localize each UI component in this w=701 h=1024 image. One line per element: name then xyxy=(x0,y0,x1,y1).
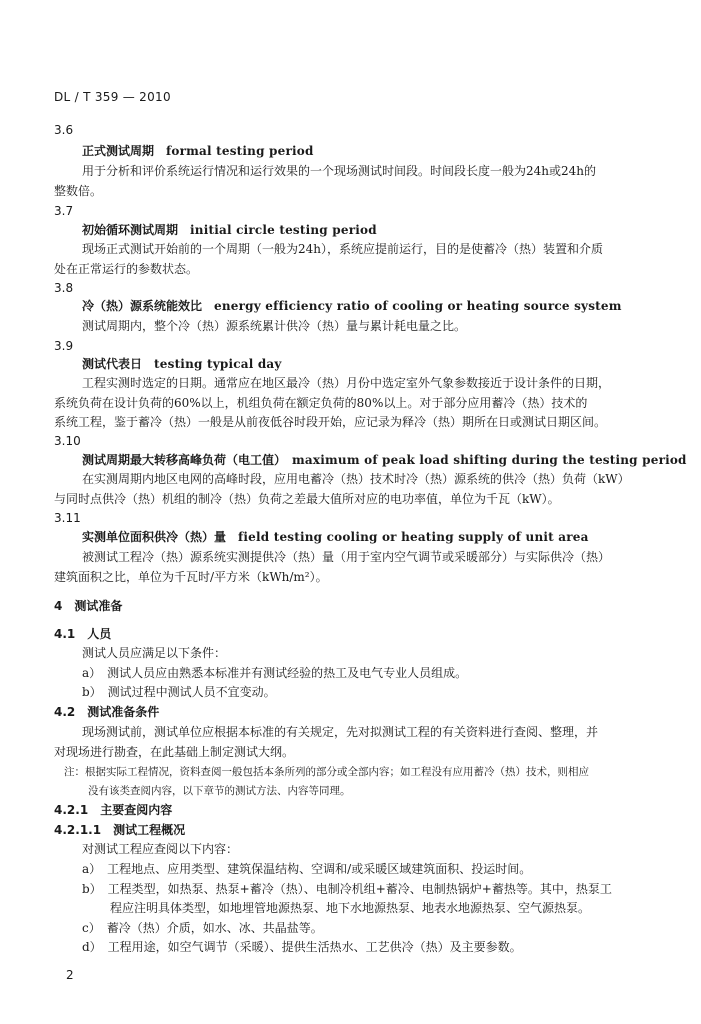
body-text: 在实测周期内地区电网的高峰时段，应用电蓄冷（热）技术时冷（热）源系统的供冷（热）负荷（kW） xyxy=(82,472,630,486)
list-item: a） 测试人员应由熟悉本标准并有测试经验的热工及电气专业人员组成。 xyxy=(82,666,468,680)
clause-number: 3.7 xyxy=(54,204,74,218)
subsubsection-title: 测试工程概况 xyxy=(113,823,186,837)
body-text: 工程实测时选定的日期。通常应在地区最冷（热）月份中选定室外气象参数接近于设计条件的日期， xyxy=(82,376,611,390)
body-text: 对现场进行勘查，在此基础上制定测试大纲。 xyxy=(54,745,295,759)
body-text: 系统负荷在设计负荷的60%以上，机组负荷在额定负荷的80%以上。对于部分应用蓄冷（热）技术的 xyxy=(54,396,588,410)
body-text: 与同时点供冷（热）机组的制冷（热）负荷之差最大值所对应的电功率值，单位为千瓦（kW）。 xyxy=(54,492,560,506)
body-text: 现场测试前，测试单位应根据本标准的有关规定，先对拟测试工程的有关资料进行查阅、整理，并 xyxy=(82,725,599,739)
page-number: 2 xyxy=(66,968,74,982)
list-item: d） 工程用途，如空气调节（采暖）、提供生活热水、工艺供冷（热）及主要参数。 xyxy=(82,940,522,954)
standard-header: DL / T 359 — 2010 xyxy=(54,90,171,104)
body-text: 测试人员应满足以下条件： xyxy=(82,646,227,660)
term-heading xyxy=(82,222,377,238)
body-text: 处在正常运行的参数状态。 xyxy=(54,262,199,276)
note-text: 注：根据实际工程情况，资料查阅一般包括本条所列的部分或全部内容；如工程没有应用蓄冷（热）技术，则相应 xyxy=(64,766,589,778)
clause-number: 3.6 xyxy=(54,123,74,137)
chapter-title: 测试准备 xyxy=(74,599,123,613)
term-zh: 测试周期最大转移高峰负荷（电工值） xyxy=(82,453,281,467)
term-zh: 测试代表日 xyxy=(82,357,143,371)
section-title: 人员 xyxy=(87,627,112,641)
clause-number: 3.8 xyxy=(54,281,74,295)
note-text: 没有该类查阅内容，以下章节的测试方法、内容等同理。 xyxy=(88,785,351,797)
term-zh: 初始循环测试周期 xyxy=(82,223,179,237)
subsection-heading xyxy=(54,802,172,818)
body-text: 用于分析和评价系统运行情况和运行效果的一个现场测试时间段。时间段长度一般为24h或24h的 xyxy=(82,164,596,178)
body-text: 测试周期内，整个冷（热）源系统累计供冷（热）量与累计耗电量之比。 xyxy=(82,319,467,333)
term-heading xyxy=(82,529,589,545)
body-text: 系统工程，鉴于蓄冷（热）一般是从前夜低谷时段开始，应记录为释冷（热）期所在日或测试日期区间。 xyxy=(54,415,607,429)
term-zh: 冷（热）源系统能效比 xyxy=(82,299,203,313)
term-zh: 正式测试周期 xyxy=(82,144,155,158)
term-en: initial circle testing period xyxy=(190,223,377,237)
section-number: 4.2 xyxy=(54,705,76,719)
section-heading xyxy=(54,704,159,720)
body-text: 被测试工程冷（热）源系统实测提供冷（热）量（用于室内空气调节或采暖部分）与实际供冷（热） xyxy=(82,550,611,564)
body-text: 现场正式测试开始前的一个周期（一般为24h），系统应提前运行，目的是使蓄冷（热）装置和介质 xyxy=(82,242,604,256)
body-text: 建筑面积之比，单位为千瓦时/平方米（kWh/m²）。 xyxy=(54,570,328,584)
term-heading xyxy=(82,298,622,314)
body-text: 整数倍。 xyxy=(54,184,103,198)
term-en: testing typical day xyxy=(154,357,282,371)
clause-number: 3.10 xyxy=(54,434,81,448)
chapter-heading xyxy=(54,598,122,614)
clause-number: 3.9 xyxy=(54,339,74,353)
list-item: b） 工程类型，如热泵、热泵+蓄冷（热）、电制冷机组+蓄冷、电制热锅炉+蓄热等。其中，热泵工 xyxy=(82,882,612,896)
section-title: 测试准备条件 xyxy=(87,705,160,719)
body-text: 对测试工程应查阅以下内容： xyxy=(82,842,239,856)
chapter-number: 4 xyxy=(54,599,63,613)
term-heading xyxy=(82,452,687,468)
subsubsection-number: 4.2.1.1 xyxy=(54,823,102,837)
section-heading xyxy=(54,626,111,642)
term-en: energy efficiency ratio of cooling or heating source system xyxy=(214,299,622,313)
subsection-number: 4.2.1 xyxy=(54,803,89,817)
term-zh: 实测单位面积供冷（热）量 xyxy=(82,530,227,544)
list-item: a） 工程地点、应用类型、建筑保温结构、空调和/或采暖区域建筑面积、投运时间。 xyxy=(82,862,532,876)
term-en: maximum of peak load shifting during the testing period xyxy=(292,453,687,467)
term-en: formal testing period xyxy=(166,144,314,158)
subsubsection-heading xyxy=(54,822,185,838)
term-en: field testing cooling or heating supply of unit area xyxy=(238,530,589,544)
list-item-continuation: 程应注明具体类型，如地埋管地源热泵、地下水地源热泵、地表水地源热泵、空气源热泵。 xyxy=(110,901,591,915)
list-item: c） 蓄冷（热）介质，如水、冰、共晶盐等。 xyxy=(82,921,323,935)
term-heading xyxy=(82,356,282,372)
list-item: b） 测试过程中测试人员不宜变动。 xyxy=(82,685,276,699)
clause-number: 3.11 xyxy=(54,511,81,525)
section-number: 4.1 xyxy=(54,627,76,641)
subsection-title: 主要查阅内容 xyxy=(100,803,173,817)
term-heading xyxy=(82,143,314,159)
